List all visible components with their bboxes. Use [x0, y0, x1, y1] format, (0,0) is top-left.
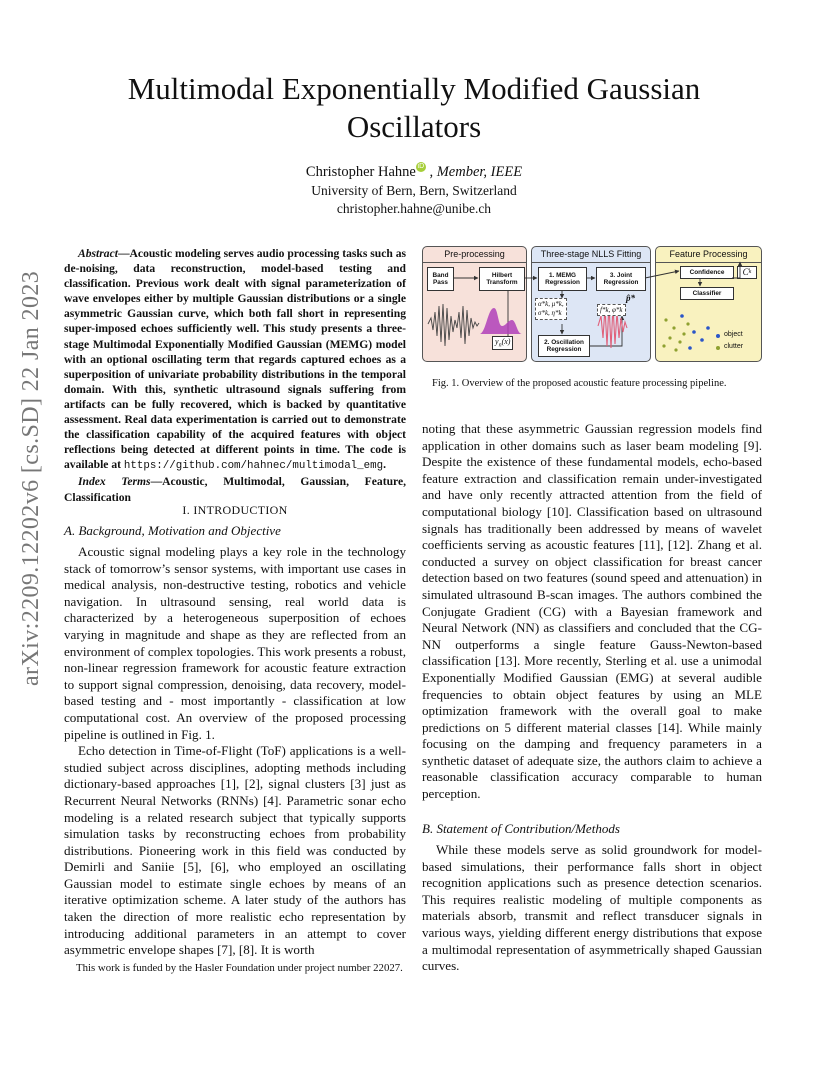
p-star-label: p̂*: [626, 293, 635, 303]
yn-argument: (x): [501, 337, 511, 346]
arxiv-identifier: arXiv:2209.12202v6 [cs.SD] 22 Jan 2023: [18, 270, 44, 686]
subsection-heading-a: A. Background, Motivation and Objective: [64, 523, 281, 538]
legend-object-label: object: [724, 331, 743, 338]
raw-signal-plot: [428, 304, 479, 346]
author-name: Christopher Hahne: [305, 164, 416, 180]
paragraph: Acoustic signal modeling plays a key role in the technology stack of tomorrow’s sensor systems, with important use cases in medical analysis, non-destructive testing, robotics and vehicle navigation. In ultrasound sensing, real world data is characterized by a heterogeneous superposition of echoes varying in magnitude and shape as they are reflected from an environment of complex topologies. This work presents a robust, non-linear regression framework for acoustic feature extraction to support signal compression, denoising, data recovery, model-based testing and - most importantly - classification at low computational cost. An overview of the proposed processing pipeline is outlined in Fig. 1.: [64, 544, 406, 742]
paragraph: While these models serve as solid groundwork for model-based simulations, their performance falls short in object recognition applications such as presence detection scenarios. This requires realistic modeling of multiple components as materials absorb, transmit and reflect transducer signals in various ways, yielding different energy distributions that expose a multimodal representation of asymmetrically shaped Gaussian curves.: [422, 842, 762, 974]
ck-subscript: k: [748, 268, 752, 275]
panel-title: Three-stage NLLS Fitting: [532, 247, 650, 263]
subsection-heading-b: B. Statement of Contribution/Methods: [422, 821, 620, 836]
author-membership: , Member, IEEE: [425, 164, 523, 180]
email: christopher.hahne@unibe.ch: [336, 201, 492, 216]
scatter-points: [662, 314, 709, 351]
memg-regression-block: 1. MEMG Regression: [538, 267, 587, 291]
abstract-text: —Acoustic modeling serves audio processing tasks such as de-noising, data reconstruction, model-based testing and classification. Previous work dealt with signal parameterization of wave envelopes either by multiple Gaussian distributions or a single asymmetric Gaussian curve, which both fall short in representing super-imposed echoes sufficiently well. This study presents a three-stage Multimodal Exponentially Modified Gaussian (MEMG) model with an optional oscillating term that regards captured echoes as a superposition of univariate probability distributions in the temporal domain. With this, synthetic ultrasound signals suffering from artifacts can be fully recovered, which is backed by quantitative assessment. Real data experimentation is carried out to demonstrate the classification capability of the acquired features with object reflections being detected at different points in time. The code is available at: [64, 247, 406, 472]
paragraph: noting that these asymmetric Gaussian regression models find application in other domains such as laser beam modeling [9]. Despite the existence of these fundamental models, echo-based feature extraction and classification remain under-investigated and have only recently attracted attention from the field of computational biology [10]. Classification based on ultrasound signals has traditionally been addressed by means of wavelet coefficients serving as acoustic features [11], [12]. Zhang et al. conducted a survey on object classification for breast cancer detection based on two features (sound speed and attenuation) in simulated ultrasound B-scan images. The authors combined the Conjugate Gradient (CG) with a Bayesian framework and Neural Network (NN) as classifiers and concluded that the CG-NN outperforms a single feature Gauss-Newton-based classification [13]. More recently, Sterling et al. use a unimodal Exponentially Modified Gaussian (EMG) at several audible frequencies to obtain object features by using an MLE optimization framework with the overall goal to make predictions on 5 different material classes [14]. While mainly focusing on the damping and frequency parameters in a synthetic dataset of adequate size, the authors claim to achieve a reasonable classification accuracy comparable to human perception.: [422, 421, 762, 802]
oscillation-parameters: f*k, φ*k: [597, 304, 626, 316]
band-pass-block: Band Pass: [427, 267, 454, 291]
affiliation: University of Bern, Bern, Switzerland: [311, 183, 517, 198]
paper-title: [0, 70, 828, 146]
index-terms-label: Index Terms: [78, 475, 151, 489]
right-body-text-2: [422, 842, 762, 975]
right-body-text: [422, 421, 762, 803]
legend-clutter-label: clutter: [724, 343, 744, 350]
legend-clutter-marker: [716, 346, 720, 350]
orcid-icon[interactable]: iD: [417, 163, 425, 170]
confidence-block: Confidence: [680, 266, 734, 279]
yn-label: [492, 336, 513, 350]
title-line-2: Oscillators: [346, 109, 482, 144]
panel-title: Feature Processing: [656, 247, 761, 263]
paragraph: Echo detection in Time-of-Flight (ToF) applications is a well-studied subject across disciplines, adopting methods including dictionary-based approaches [1], [2], signal clusters [3] just as Recurrent Neural Networks (RNNs) [4]. Parametric sonar echo modeling is a related research subject that typically supports simulation tasks by reconstructing echoes from probability distributions. Pioneering work in this field was conducted by Demirli and Saniie [5], [6], who employed an oscillating Gaussian model to estimate single echoes by means of an iterative optimization scheme. A later study of the authors has taken the direction of more realistic echo representation by introducing additional parameters in an attempt to cover asymmetric envelope shapes [7], [8]. It is worth: [64, 743, 406, 958]
ck-symbol: C: [742, 266, 749, 277]
yn-subscript: n: [498, 342, 502, 349]
figure-caption: Fig. 1. Overview of the proposed acoustic feature processing pipeline.: [432, 378, 727, 389]
hilbert-transform-block: Hilbert Transform: [479, 267, 525, 291]
panel-title: Pre-processing: [423, 247, 526, 263]
index-terms: —Acoustic, Multimodal, Gaussian, Feature, Classification: [64, 475, 406, 504]
section-heading-introduction: I. INTRODUCTION: [182, 503, 288, 517]
params-line-1: α*k, μ*k,: [538, 300, 564, 308]
joint-regression-block: 3. Joint Regression: [596, 267, 646, 291]
legend-object-marker: [716, 334, 720, 338]
title-line-1: Multimodal Exponentially Modified Gaussian: [127, 71, 701, 106]
figure-graphics: [422, 246, 762, 362]
author-line: [0, 164, 828, 181]
left-body-text: [64, 544, 406, 959]
abstract: [64, 246, 406, 505]
yn-symbol: y: [495, 337, 499, 346]
envelope-plot: [480, 308, 522, 334]
memg-parameters: [535, 298, 567, 320]
abstract-period: .: [383, 458, 386, 472]
code-link[interactable]: https://github.com/hahnec/multimodal_emg: [123, 460, 384, 473]
params-line-2: σ*k, η*k: [538, 309, 562, 317]
oscillation-regression-block: 2. Oscillation Regression: [538, 335, 590, 357]
figure-pipeline: [422, 246, 762, 362]
abstract-label: Abstract: [78, 247, 118, 260]
affiliation-block: [0, 182, 828, 218]
footnote: This work is funded by the Hasler Foundation under project number 22027.: [76, 962, 403, 974]
classifier-block: Classifier: [680, 287, 734, 300]
